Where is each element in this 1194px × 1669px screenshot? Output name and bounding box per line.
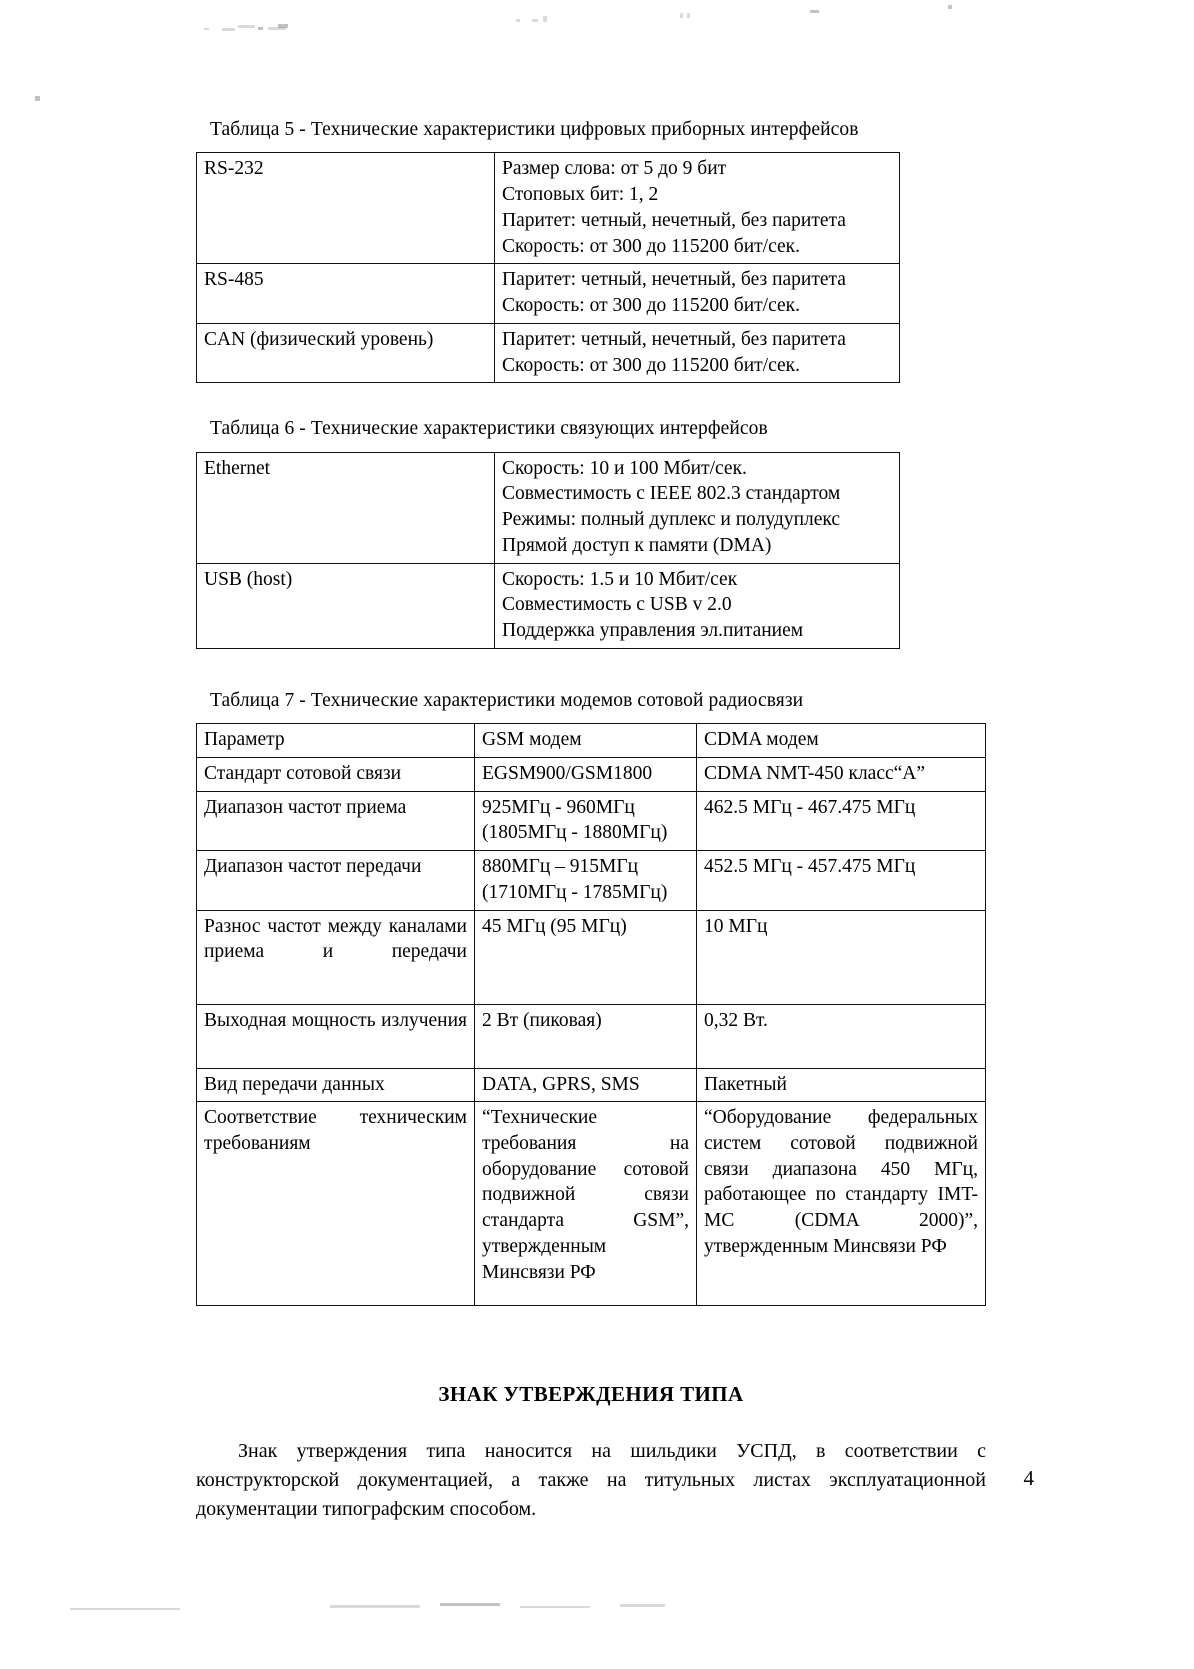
table7-row4-cdma [697,1004,986,1068]
table7-row1-gsm [475,791,697,850]
page-number: 4 [1023,1466,1034,1490]
value-line: Скорость: от 300 до 115200 бит/сек. [502,295,800,317]
scan-artifact [516,19,520,22]
scan-artifact [687,13,690,18]
value-line: 0,32 Вт. [704,1009,768,1031]
table7-row4-gsm [475,1004,697,1068]
value-line: 880МГц – 915МГц [482,856,639,878]
table-row [197,264,900,323]
table7-header-gsm: GSM модем [475,724,697,758]
table6 [196,452,900,649]
scan-artifact [440,1603,500,1606]
table7-row2-gsm [475,851,697,910]
value-line: Поддержка управления эл.питанием [502,620,804,642]
value-line: Совместимость с USB v 2.0 [502,594,732,616]
value-line: Скорость: 1.5 и 10 Мбит/сек [502,568,738,590]
table7-row3-param: Разнос частот между каналами приема и передачи [197,910,475,1004]
table6-row1-values [495,563,900,648]
table5-row2-name: CAN (физический уровень) [197,323,495,382]
value-line: Паритет: четный, нечетный, без паритета [502,269,846,291]
table-row [197,153,900,264]
table7-row2-param: Диапазон частот передачи [197,851,475,910]
value-line: EGSM900/GSM1800 [482,762,653,784]
table7-row3-gsm [475,910,697,1004]
table-row [197,452,900,563]
scan-artifact [35,96,40,101]
value-line: Скорость: 10 и 100 Мбит/сек. [502,457,747,479]
scan-artifact [543,16,547,22]
value-line: Пакетный [704,1073,787,1095]
value-line: 2 Вт (пиковая) [482,1009,602,1031]
value-line: (1805МГц - 1880МГц) [482,822,668,844]
value-line: 452.5 МГц - 457.475 МГц [704,856,916,878]
value-line: 925МГц - 960МГц [482,796,635,818]
table6-row0-values [495,452,900,563]
table7-row1-cdma [697,791,986,850]
table7-row5-gsm [475,1068,697,1102]
table-row [197,563,900,648]
table7-row5-cdma [697,1068,986,1102]
scan-artifact [520,1606,590,1608]
value-line: CDMA NMT-450 класс“A” [704,762,926,784]
value-line: DATA, GPRS, SMS [482,1073,640,1095]
table5-row0-name: RS-232 [197,153,495,264]
table7-row6-cdma: “Оборудование федеральных систем сотовой подвижной связи диапазона 450 МГц, работающее по стандарту IMT-MC (CDMA 2000)”, утвержденным Минсвязи РФ [697,1102,986,1306]
table6-caption: Таблица 6 - Технические характеристики связующих интерфейсов [210,418,768,440]
scan-artifact [222,28,235,31]
table-row [197,851,986,910]
table-row [197,791,986,850]
table7-row6-param: Соответствие техническим требованиям [197,1102,475,1306]
table6-row1-name: USB (host) [197,563,495,648]
value-line: Стоповых бит: 1, 2 [502,184,659,206]
page-title: ЗНАК УТВЕРЖДЕНИЯ ТИПА [438,1382,744,1407]
value-line: Прямой доступ к памяти (DMA) [502,534,772,556]
table7-row5-param: Вид передачи данных [197,1068,475,1102]
scan-artifact [278,24,288,28]
table7-header-row [197,724,986,758]
table7-row6-gsm: “Технические требования на оборудование сотовой подвижной связи стандарта GSM”, утвержденным Минсвязи РФ [475,1102,697,1306]
scan-artifact [948,5,952,9]
scan-artifact [532,19,538,22]
value-line: Паритет: четный, нечетный, без паритета [502,209,846,231]
value-line: 10 МГц [704,915,768,937]
scan-artifact [680,13,683,18]
scan-artifact [258,27,263,30]
value-line: 45 МГц (95 МГц) [482,915,627,937]
table-row [197,323,900,382]
value-line: (1710МГц - 1785МГц) [482,881,668,903]
table6-row0-name: Ethernet [197,452,495,563]
value-line: Размер слова: от 5 до 9 бит [502,158,727,180]
table-row [197,1068,986,1102]
scan-artifact [70,1608,180,1610]
value-line: Совместимость с IEEE 802.3 стандартом [502,483,841,505]
table7-row1-param: Диапазон частот приема [197,791,475,850]
table5-caption: Таблица 5 - Технические характеристики цифровых приборных интерфейсов [210,119,859,140]
table7 [196,723,986,1306]
table7-header-param: Параметр [197,724,475,758]
table7-row3-cdma [697,910,986,1004]
value-line: Скорость: от 300 до 115200 бит/сек. [502,235,800,257]
table7-row0-param: Стандарт сотовой связи [197,757,475,791]
table-row [197,1004,986,1068]
table-row [197,910,986,1004]
scan-artifact [238,25,255,28]
table7-caption: Таблица 7 - Технические характеристики модемов сотовой радиосвязи [210,689,804,711]
table5-row2-values [495,323,900,382]
table7-row2-cdma [697,851,986,910]
scan-artifact [810,10,819,13]
scan-artifact [204,28,209,30]
scan-artifact [620,1604,665,1607]
body-paragraph: Знак утверждения типа наносится на шильдики УСПД, в соответствии с конструкторской документацией, а также на титульных листах эксплуатационной документации типографским способом. [196,1440,986,1520]
value-line: Режимы: полный дуплекс и полудуплекс [502,509,841,531]
value-line: Скорость: от 300 до 115200 бит/сек. [502,354,800,376]
table-row [197,757,986,791]
table7-row0-cdma [697,757,986,791]
value-line: Паритет: четный, нечетный, без паритета [502,328,846,350]
table5 [196,152,900,383]
value-line: 462.5 МГц - 467.475 МГц [704,796,916,818]
table7-row4-param: Выходная мощность излучения [197,1004,475,1068]
table-row [197,1102,986,1306]
table5-row1-values [495,264,900,323]
scan-artifact [330,1605,420,1608]
table5-row1-name: RS-485 [197,264,495,323]
table5-row0-values [495,153,900,264]
document-body [196,118,986,1524]
table7-header-cdma: CDMA модем [697,724,986,758]
table7-row0-gsm [475,757,697,791]
